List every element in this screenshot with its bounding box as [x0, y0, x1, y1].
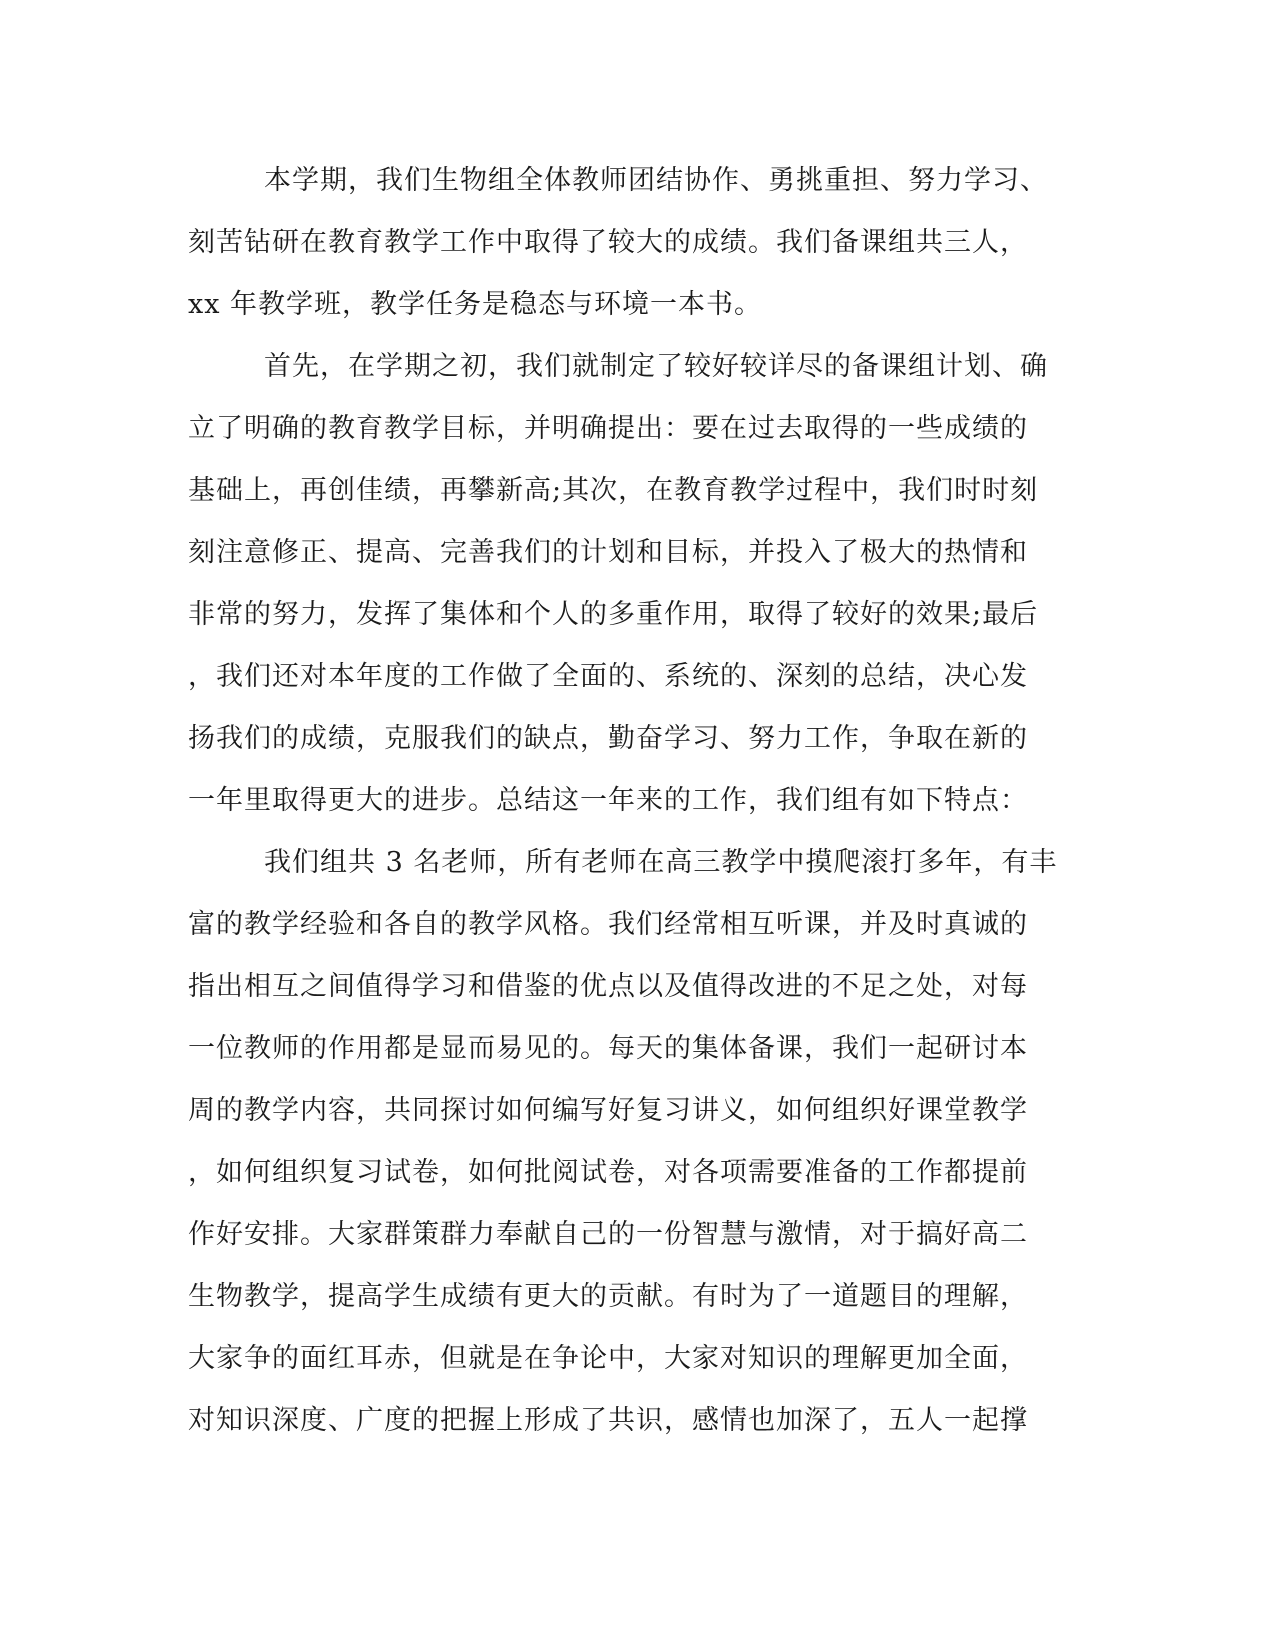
- text-line: 富的教学经验和各自的教学风格。我们经常相互听课，并及时真诚的: [188, 909, 1028, 940]
- text-line: 扬我们的成绩，克服我们的缺点，勤奋学习、努力工作，争取在新的: [188, 723, 1028, 754]
- text-line: 大家争的面红耳赤，但就是在争论中，大家对知识的理解更加全面，: [188, 1343, 1028, 1374]
- document-body: [188, 162, 1088, 1464]
- text-line: xx 年教学班，教学任务是稳态与环境一本书。: [188, 289, 763, 320]
- text-line: 刻苦钻研在教育教学工作中取得了较大的成绩。我们备课组共三人，: [188, 227, 1028, 258]
- text-line: 生物教学，提高学生成绩有更大的贡献。有时为了一道题目的理解，: [188, 1281, 1028, 1312]
- text-line: 指出相互之间值得学习和借鉴的优点以及值得改进的不足之处，对每: [188, 971, 1028, 1002]
- text-line: 对知识深度、广度的把握上形成了共识，感情也加深了，五人一起撑: [188, 1405, 1028, 1436]
- text-line: 立了明确的教育教学目标，并明确提出：要在过去取得的一些成绩的: [188, 413, 1028, 444]
- text-line: 非常的努力，发挥了集体和个人的多重作用，取得了较好的效果;最后: [188, 599, 1039, 630]
- text-line: 作好安排。大家群策群力奉献自己的一份智慧与激情，对于搞好高二: [188, 1219, 1028, 1250]
- text-line: 一年里取得更大的进步。总结这一年来的工作，我们组有如下特点：: [188, 785, 1028, 816]
- text-line: ，如何组织复习试卷，如何批阅试卷，对各项需要准备的工作都提前: [188, 1157, 1028, 1188]
- text-line: 刻注意修正、提高、完善我们的计划和目标，并投入了极大的热情和: [188, 537, 1028, 568]
- paragraph-first-line: 我们组共 3 名老师，所有老师在高三教学中摸爬滚打多年，有丰: [264, 847, 1058, 878]
- paragraph-first-line: 首先，在学期之初，我们就制定了较好较详尽的备课组计划、确: [264, 351, 1048, 382]
- text-line: 一位教师的作用都是显而易见的。每天的集体备课，我们一起研讨本: [188, 1033, 1028, 1064]
- text-line: ，我们还对本年度的工作做了全面的、系统的、深刻的总结，决心发: [188, 661, 1028, 692]
- paragraph-first-line: 本学期，我们生物组全体教师团结协作、勇挑重担、努力学习、: [264, 165, 1048, 196]
- text-line: 基础上，再创佳绩，再攀新高;其次，在教育教学过程中，我们时时刻: [188, 475, 1039, 506]
- text-line: 周的教学内容，共同探讨如何编写好复习讲义，如何组织好课堂教学: [188, 1095, 1028, 1126]
